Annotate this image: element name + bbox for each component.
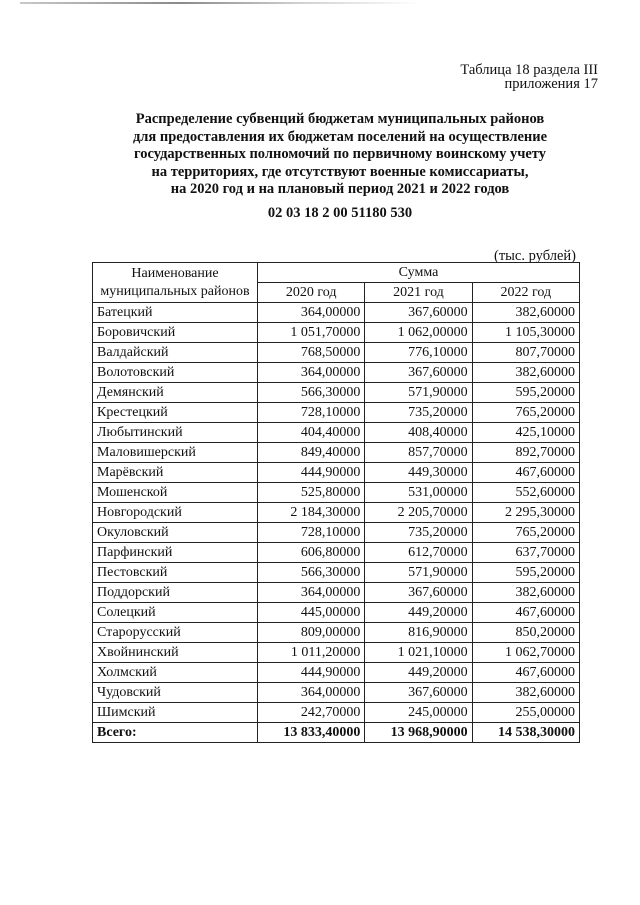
table-row (93, 363, 580, 383)
value-2021-cell: 816,90000 (365, 623, 472, 643)
value-2020-cell: 728,10000 (258, 403, 365, 423)
value-2020-cell: 1 011,20000 (258, 643, 365, 663)
value-2020-cell: 404,40000 (258, 423, 365, 443)
table-row (93, 483, 580, 503)
value-2021-cell: 735,20000 (365, 523, 472, 543)
table-row (93, 603, 580, 623)
value-2022-cell: 552,60000 (472, 483, 579, 503)
value-2022-cell: 425,10000 (472, 423, 579, 443)
value-2022-cell: 765,20000 (472, 403, 579, 423)
value-2020-cell: 566,30000 (258, 383, 365, 403)
subsidy-table (92, 262, 580, 743)
district-name-cell: Шимский (93, 703, 258, 723)
value-2022-cell: 595,20000 (472, 383, 579, 403)
value-2022-cell: 807,70000 (472, 343, 579, 363)
value-2020-cell: 1 051,70000 (258, 323, 365, 343)
district-name-cell: Крестецкий (93, 403, 258, 423)
value-2020-cell: 364,00000 (258, 583, 365, 603)
value-2022-cell: 14 538,30000 (472, 723, 579, 743)
value-2021-cell: 367,60000 (365, 683, 472, 703)
value-2022-cell: 765,20000 (472, 523, 579, 543)
value-2022-cell: 637,70000 (472, 543, 579, 563)
title-line: для предоставления их бюджетам поселений на осуществление (132, 128, 548, 145)
value-2022-cell: 2 295,30000 (472, 503, 579, 523)
table-row (93, 503, 580, 523)
value-2022-cell: 467,60000 (472, 463, 579, 483)
value-2020-cell: 13 833,40000 (258, 723, 365, 743)
table-row (93, 583, 580, 603)
district-name-cell: Всего: (93, 723, 258, 743)
table-body (93, 303, 580, 743)
value-2022-cell: 1 062,70000 (472, 643, 579, 663)
document-title (80, 111, 600, 199)
district-name-cell: Окуловский (93, 523, 258, 543)
value-2022-cell: 255,00000 (472, 703, 579, 723)
table-row (93, 443, 580, 463)
value-2021-cell: 408,40000 (365, 423, 472, 443)
table-row (93, 403, 580, 423)
district-name-cell: Новгородский (93, 503, 258, 523)
value-2020-cell: 364,00000 (258, 303, 365, 323)
value-2021-cell: 571,90000 (365, 383, 472, 403)
table-row (93, 703, 580, 723)
district-name-cell: Маловишерский (93, 443, 258, 463)
district-name-cell: Пестовский (93, 563, 258, 583)
table-row (93, 323, 580, 343)
district-name-cell: Старорусский (93, 623, 258, 643)
value-2022-cell: 850,20000 (472, 623, 579, 643)
value-2021-cell: 367,60000 (365, 303, 472, 323)
district-name-cell: Волотовский (93, 363, 258, 383)
district-name-cell: Парфинский (93, 543, 258, 563)
value-2020-cell: 606,80000 (258, 543, 365, 563)
district-name-cell: Любытинский (93, 423, 258, 443)
title-line: на 2020 год и на плановый период 2021 и 2022 годов (170, 181, 510, 197)
table-row (93, 303, 580, 323)
district-name-cell: Марёвский (93, 463, 258, 483)
value-2021-cell: 245,00000 (365, 703, 472, 723)
column-header-2021: 2021 год (365, 283, 472, 303)
district-name-cell: Мошенской (93, 483, 258, 503)
value-2020-cell: 849,40000 (258, 443, 365, 463)
table-ref-line-2: приложения 17 (504, 76, 598, 92)
table-row (93, 543, 580, 563)
table-reference (460, 63, 598, 91)
value-2020-cell: 525,80000 (258, 483, 365, 503)
value-2021-cell: 1 021,10000 (365, 643, 472, 663)
units-label: (тыс. рублей) (494, 248, 576, 264)
title-line: государственных полномочий по первичному воинскому учету (134, 146, 546, 162)
district-name-cell: Валдайский (93, 343, 258, 363)
table-row (93, 683, 580, 703)
district-name-cell: Боровичский (93, 323, 258, 343)
value-2021-cell: 735,20000 (365, 403, 472, 423)
table-row (93, 523, 580, 543)
value-2020-cell: 444,90000 (258, 463, 365, 483)
value-2021-cell: 857,70000 (365, 443, 472, 463)
table-total-row (93, 723, 580, 743)
value-2022-cell: 892,70000 (472, 443, 579, 463)
table-row (93, 663, 580, 683)
district-name-cell: Чудовский (93, 683, 258, 703)
value-2021-cell: 449,30000 (365, 463, 472, 483)
district-name-cell: Холмский (93, 663, 258, 683)
table-ref-line-1: Таблица 18 раздела III (460, 62, 598, 78)
value-2021-cell: 367,60000 (365, 363, 472, 383)
column-header-sum: Сумма (258, 263, 580, 283)
value-2020-cell: 768,50000 (258, 343, 365, 363)
value-2022-cell: 1 105,30000 (472, 323, 579, 343)
value-2020-cell: 566,30000 (258, 563, 365, 583)
column-header-name: Наименование муниципальных районов (93, 263, 258, 303)
district-name-cell: Хвойнинский (93, 643, 258, 663)
budget-code: 02 03 18 2 00 51180 530 (267, 205, 413, 221)
district-name-cell: Солецкий (93, 603, 258, 623)
value-2022-cell: 382,60000 (472, 583, 579, 603)
value-2022-cell: 382,60000 (472, 363, 579, 383)
title-line: на территориях, где отсутствуют военные комиссариаты, (151, 163, 529, 180)
table-header-row (93, 263, 580, 283)
value-2020-cell: 728,10000 (258, 523, 365, 543)
value-2022-cell: 382,60000 (472, 303, 579, 323)
value-2020-cell: 242,70000 (258, 703, 365, 723)
value-2021-cell: 2 205,70000 (365, 503, 472, 523)
district-name-cell: Демянский (93, 383, 258, 403)
value-2020-cell: 444,90000 (258, 663, 365, 683)
column-header-2022: 2022 год (472, 283, 579, 303)
value-2020-cell: 445,00000 (258, 603, 365, 623)
value-2021-cell: 571,90000 (365, 563, 472, 583)
value-2021-cell: 449,20000 (365, 663, 472, 683)
value-2021-cell: 776,10000 (365, 343, 472, 363)
table-row (93, 383, 580, 403)
table-row (93, 623, 580, 643)
district-name-cell: Поддорский (93, 583, 258, 603)
table-row (93, 563, 580, 583)
table-row (93, 643, 580, 663)
value-2021-cell: 449,20000 (365, 603, 472, 623)
value-2022-cell: 467,60000 (472, 603, 579, 623)
value-2020-cell: 364,00000 (258, 683, 365, 703)
value-2021-cell: 531,00000 (365, 483, 472, 503)
column-header-2020: 2020 год (258, 283, 365, 303)
value-2021-cell: 1 062,00000 (365, 323, 472, 343)
value-2021-cell: 367,60000 (365, 583, 472, 603)
value-2022-cell: 467,60000 (472, 663, 579, 683)
table-row (93, 423, 580, 443)
scan-edge-mark (20, 2, 420, 4)
value-2020-cell: 809,00000 (258, 623, 365, 643)
value-2021-cell: 612,70000 (365, 543, 472, 563)
value-2022-cell: 595,20000 (472, 563, 579, 583)
district-name-cell: Батецкий (93, 303, 258, 323)
value-2020-cell: 2 184,30000 (258, 503, 365, 523)
title-line: Распределение субвенций бюджетам муниципальных районов (135, 111, 545, 127)
value-2022-cell: 382,60000 (472, 683, 579, 703)
value-2020-cell: 364,00000 (258, 363, 365, 383)
table-row (93, 463, 580, 483)
value-2021-cell: 13 968,90000 (365, 723, 472, 743)
table-row (93, 343, 580, 363)
